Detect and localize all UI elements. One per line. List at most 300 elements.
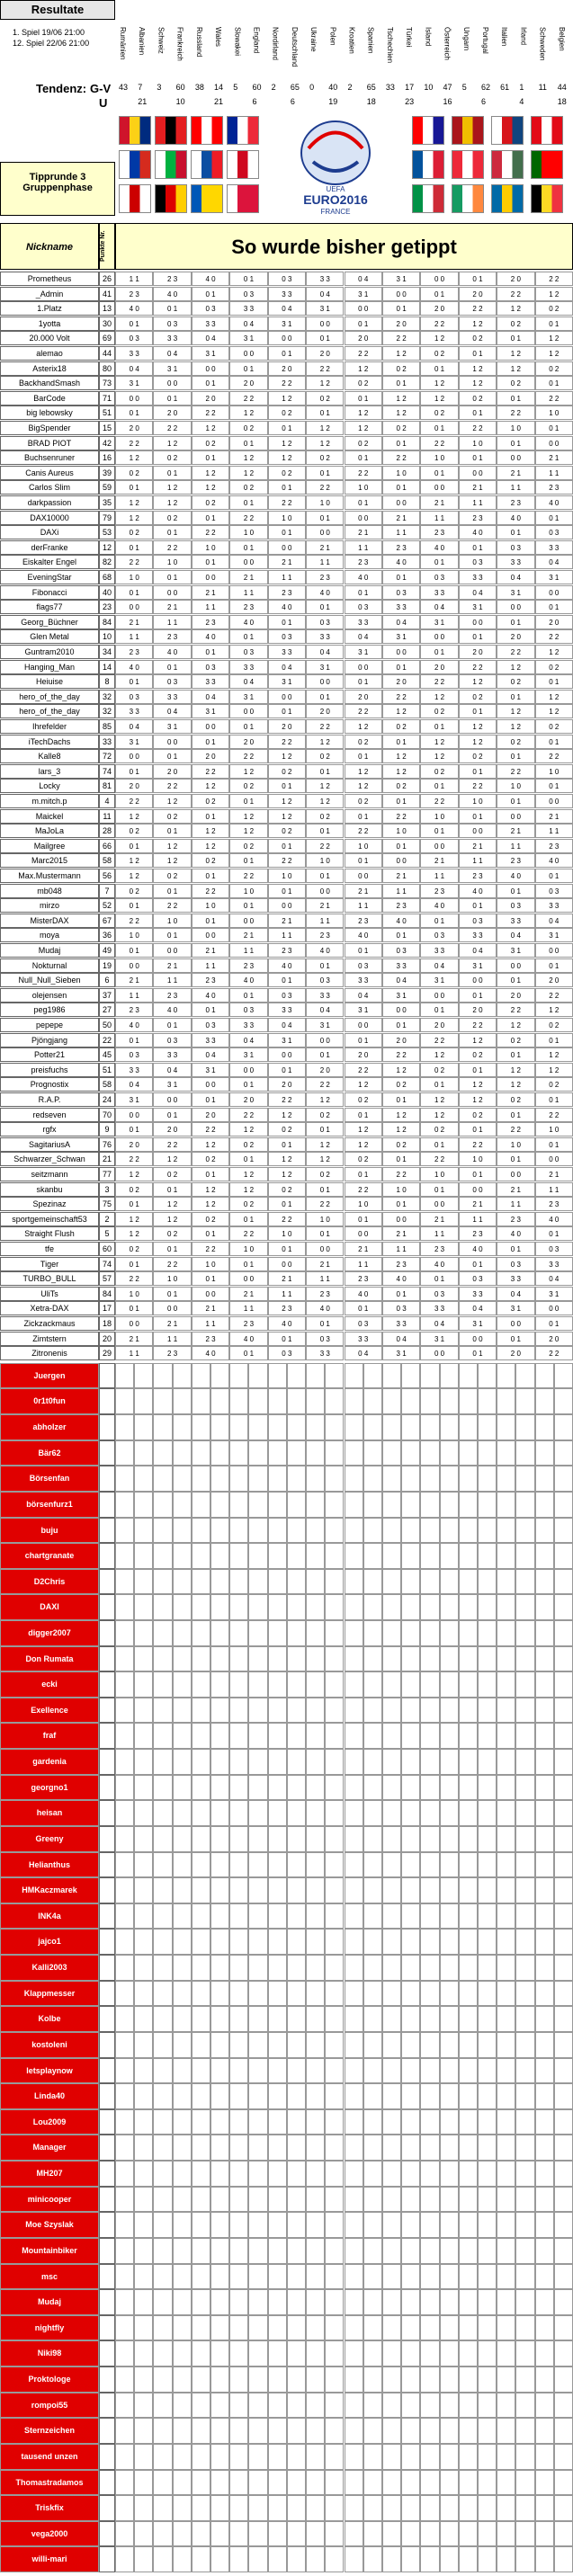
player-nickname: Heiuise	[0, 674, 99, 689]
tip-cell	[210, 2289, 229, 2315]
tip-cells	[115, 1137, 573, 1152]
tip-cell: 2 2	[345, 824, 382, 838]
tip-cells	[115, 1257, 573, 1271]
player-nickname: Schwarzer_Schwan	[0, 1152, 99, 1166]
tip-cell	[478, 2393, 497, 2419]
tip-cell	[306, 1414, 325, 1440]
tip-cell: 2 2	[306, 1197, 344, 1211]
tip-cell	[115, 1671, 134, 1698]
tip-cell: 1 1	[306, 555, 344, 569]
tip-cell	[535, 1698, 554, 1724]
tip-cell: 0 1	[153, 660, 191, 674]
player-points: 71	[99, 391, 115, 406]
player-points: 9	[99, 1122, 115, 1136]
tip-cell	[287, 2238, 306, 2264]
tip-cell	[306, 1955, 325, 1981]
tip-cell: 1 2	[497, 660, 534, 674]
tip-cell: 0 3	[345, 600, 382, 614]
tip-cell	[325, 1749, 344, 1775]
team-header: Tschechien	[385, 27, 394, 64]
tip-cell	[345, 1800, 363, 1826]
tip-cell: 0 4	[115, 719, 153, 734]
tip-cell: 1 2	[306, 735, 344, 749]
table-row-pending	[0, 2135, 573, 2161]
tip-cell: 0 0	[497, 1167, 534, 1181]
tip-cell: 2 3	[497, 1212, 534, 1226]
tip-cells	[115, 1826, 573, 1841]
tip-cell: 4 0	[382, 555, 420, 569]
tip-cells	[115, 361, 573, 376]
tip-cell	[210, 1620, 229, 1646]
tip-cell: 3 3	[382, 1316, 420, 1331]
tip-cell: 0 2	[497, 376, 534, 390]
tip-cell: 0 1	[345, 495, 382, 510]
tip-cell: 1 0	[420, 1167, 458, 1181]
tip-cell	[345, 1955, 363, 1981]
table-row-pending	[0, 1903, 573, 1930]
tip-cell	[210, 2521, 229, 2547]
tip-cell: 1 2	[306, 1152, 344, 1166]
tip-cell	[248, 2032, 267, 2058]
tip-cells	[115, 2006, 573, 2020]
tip-cell: 0 0	[192, 1077, 229, 1092]
tip-cell	[210, 2109, 229, 2135]
tip-cell	[325, 2109, 344, 2135]
tip-cells	[115, 839, 573, 853]
tip-cell	[478, 1800, 497, 1826]
tip-cell	[210, 1594, 229, 1620]
tip-cell: 0 1	[192, 809, 229, 824]
tip-cell: 0 0	[268, 331, 306, 345]
tip-cell	[440, 1929, 459, 1955]
tip-cell	[478, 2109, 497, 2135]
tip-cell: 0 1	[382, 570, 420, 584]
player-nickname: rgfx	[0, 1122, 99, 1136]
tip-cell	[382, 1388, 401, 1414]
tip-cell	[535, 1518, 554, 1544]
tip-cell	[325, 1800, 344, 1826]
tip-cell	[401, 2187, 420, 2213]
tip-cell	[210, 1800, 229, 1826]
tip-cell	[420, 2083, 439, 2109]
tip-cell	[459, 1903, 478, 1930]
tip-cell: 0 1	[459, 272, 497, 286]
tip-cell	[115, 2418, 134, 2444]
tip-cell: 0 0	[229, 914, 267, 928]
tip-cell	[325, 2135, 344, 2161]
tip-cell: 0 3	[420, 1287, 458, 1301]
tip-cell: 0 3	[229, 1003, 267, 1017]
table-row	[0, 555, 573, 569]
player-nickname: Bär62	[0, 1440, 99, 1466]
tip-cell: 0 0	[115, 749, 153, 763]
tip-cell: 1 2	[268, 809, 306, 824]
tip-cell	[115, 1775, 134, 1801]
tip-cell: 0 0	[229, 1271, 267, 1286]
tip-cell	[497, 2289, 515, 2315]
tip-cell	[515, 1388, 534, 1414]
tip-cell	[535, 1671, 554, 1698]
tip-cell	[382, 2135, 401, 2161]
tip-cell	[382, 1569, 401, 1595]
gv-value: 17	[405, 83, 415, 92]
tip-cell	[173, 2083, 192, 2109]
tip-cell: 0 1	[459, 704, 497, 718]
tip-cell: 1 2	[420, 391, 458, 406]
tip-cell	[268, 2546, 287, 2572]
tip-cell: 2 3	[497, 495, 534, 510]
tip-cell: 0 3	[192, 1018, 229, 1032]
tip-cell: 0 1	[535, 779, 573, 793]
tip-cell: 3 3	[497, 914, 534, 928]
tip-cell	[420, 2546, 439, 2572]
tip-cell: 4 0	[535, 1212, 573, 1226]
tip-cell: 1 2	[229, 1182, 267, 1197]
tip-cell: 2 0	[497, 1346, 534, 1360]
player-nickname: 1.Platz	[0, 301, 99, 316]
flag-rumänien	[119, 116, 151, 145]
tip-cell	[420, 1877, 439, 1903]
tip-cell	[420, 1543, 439, 1569]
tip-cell	[497, 2495, 515, 2521]
tip-cell	[535, 1800, 554, 1826]
tip-cell: 1 2	[153, 436, 191, 450]
tip-cell	[134, 2212, 153, 2238]
tip-cell	[153, 1955, 172, 1981]
tip-cell	[134, 1414, 153, 1440]
player-points: 32	[99, 690, 115, 704]
tip-cell: 0 2	[268, 824, 306, 838]
tip-cell	[268, 1826, 287, 1852]
player-points: 56	[99, 869, 115, 883]
tip-cells	[115, 1698, 573, 1712]
tip-cell	[345, 2238, 363, 2264]
tip-cells	[115, 764, 573, 779]
tip-cell	[497, 1723, 515, 1749]
tip-cell	[248, 2444, 267, 2470]
tip-cell	[345, 1363, 363, 1389]
tip-cell	[229, 1800, 248, 1826]
tip-cell	[345, 2340, 363, 2367]
tip-cell	[287, 1749, 306, 1775]
u-value: 21	[214, 97, 224, 106]
tip-cell	[153, 2161, 172, 2187]
tip-cell	[115, 2393, 134, 2419]
tip-cell: 2 1	[535, 809, 573, 824]
tip-cell	[287, 2212, 306, 2238]
round-title-line2: Gruppenphase	[22, 183, 93, 193]
tip-cell: 0 1	[306, 1182, 344, 1197]
tip-cell: 1 2	[153, 1197, 191, 1211]
tip-cell: 0 1	[497, 331, 534, 345]
tip-cell	[459, 1775, 478, 1801]
player-nickname: preisfuchs	[0, 1063, 99, 1077]
tip-cell: 2 2	[229, 1226, 267, 1241]
player-nickname: Kolbe	[0, 2006, 99, 2032]
table-row	[0, 600, 573, 614]
tip-cell	[153, 1852, 172, 1878]
tip-cell: 0 4	[497, 570, 534, 584]
tip-cell	[515, 1569, 534, 1595]
team-header: Schweden	[538, 27, 547, 61]
tip-cell: 4 0	[153, 287, 191, 301]
tip-cell	[173, 1363, 192, 1389]
player-nickname: Spezinaz	[0, 1197, 99, 1211]
tip-cell: 1 0	[268, 869, 306, 883]
gv-value: 43	[119, 83, 129, 92]
tip-cell	[535, 2495, 554, 2521]
tip-cells	[115, 928, 573, 942]
player-nickname: Sternzeichen	[0, 2418, 99, 2444]
player-nickname: börsenfurz1	[0, 1492, 99, 1518]
table-row	[0, 943, 573, 958]
tip-cell: 0 2	[420, 406, 458, 420]
tip-cell	[459, 2006, 478, 2032]
tip-cell	[173, 2032, 192, 2058]
tip-cell	[325, 1671, 344, 1698]
tip-cell: 1 0	[345, 480, 382, 495]
tip-cell	[210, 2238, 229, 2264]
player-nickname: TURBO_BULL	[0, 1271, 99, 1286]
tip-cell: 1 0	[306, 853, 344, 868]
player-points	[99, 1671, 115, 1698]
tip-cell	[554, 2032, 573, 2058]
tip-cell	[440, 2006, 459, 2032]
tip-cell	[306, 1466, 325, 1492]
tip-cell	[459, 2418, 478, 2444]
tip-cell	[115, 1620, 134, 1646]
tip-cell: 2 2	[229, 1108, 267, 1122]
tip-cell	[345, 1620, 363, 1646]
tip-cell	[440, 1981, 459, 2007]
tip-cell	[554, 2521, 573, 2547]
table-row-pending	[0, 2546, 573, 2572]
tip-cell	[210, 2495, 229, 2521]
tip-cell: 2 3	[268, 585, 306, 600]
tip-cell: 2 2	[306, 480, 344, 495]
table-row	[0, 436, 573, 450]
tip-cell: 3 1	[497, 1301, 534, 1315]
flag-portugal	[531, 150, 563, 179]
player-points: 72	[99, 749, 115, 763]
tip-cell: 0 2	[192, 436, 229, 450]
tip-cell: 0 1	[115, 1197, 153, 1211]
tip-cell	[173, 1800, 192, 1826]
tip-cell	[173, 1620, 192, 1646]
tip-cell: 2 0	[497, 272, 534, 286]
tip-cell	[229, 1698, 248, 1724]
player-nickname: Thomastradamos	[0, 2470, 99, 2496]
tip-cell: 2 0	[268, 719, 306, 734]
tip-cell	[497, 1698, 515, 1724]
tip-cell	[153, 1981, 172, 2007]
player-nickname: Helianthus	[0, 1852, 99, 1878]
tip-cell	[268, 1388, 287, 1414]
tip-cells	[115, 1620, 573, 1635]
tip-cell	[173, 2212, 192, 2238]
tip-cells	[115, 585, 573, 600]
tip-cell	[363, 1929, 382, 1955]
player-nickname: MaJoLa	[0, 824, 99, 838]
tip-cell: 0 1	[268, 480, 306, 495]
tip-cell	[268, 2367, 287, 2393]
tip-cell: 1 0	[229, 525, 267, 539]
tip-cell: 3 1	[382, 272, 420, 286]
tip-cells	[115, 540, 573, 555]
player-points	[99, 2367, 115, 2393]
tip-cell: 3 3	[497, 1271, 534, 1286]
tip-cell: 1 1	[345, 1257, 382, 1271]
nickname-header: Nickname	[0, 223, 99, 270]
tip-cell: 1 2	[153, 1212, 191, 1226]
tip-cell	[535, 1594, 554, 1620]
tip-cell	[287, 1955, 306, 1981]
tip-cell	[440, 1363, 459, 1389]
tip-cell: 0 1	[192, 1271, 229, 1286]
tip-cell	[210, 1646, 229, 1672]
tip-cell: 0 1	[229, 898, 267, 913]
tip-cell: 1 0	[459, 1152, 497, 1166]
tip-cell: 2 0	[115, 421, 153, 435]
table-row-pending	[0, 2418, 573, 2444]
table-row	[0, 346, 573, 361]
player-points: 32	[99, 704, 115, 718]
tip-cell	[287, 1594, 306, 1620]
tip-cell	[325, 2393, 344, 2419]
tip-cell	[401, 2340, 420, 2367]
tip-cell	[459, 1698, 478, 1724]
tip-cell	[478, 1466, 497, 1492]
tip-cell	[440, 2135, 459, 2161]
tip-cell	[478, 1414, 497, 1440]
tip-cell: 0 0	[382, 287, 420, 301]
tip-cell	[173, 2546, 192, 2572]
tip-cell	[268, 1569, 287, 1595]
tip-cell	[229, 2444, 248, 2470]
tip-cell: 1 1	[192, 600, 229, 614]
tip-cell: 1 1	[268, 570, 306, 584]
tip-cell	[325, 2367, 344, 2393]
tip-cell: 1 2	[459, 674, 497, 689]
tip-cell	[173, 1594, 192, 1620]
tip-cell	[115, 1800, 134, 1826]
tip-cell: 1 2	[382, 346, 420, 361]
tip-cell: 0 1	[459, 809, 497, 824]
tip-cell: 0 1	[306, 1316, 344, 1331]
tip-cell	[345, 1569, 363, 1595]
gv-value: 2	[347, 83, 353, 92]
tip-cell: 3 1	[497, 585, 534, 600]
tip-cell	[382, 2161, 401, 2187]
tip-cell	[478, 1749, 497, 1775]
tip-cell: 1 1	[268, 1287, 306, 1301]
tip-cell	[497, 2135, 515, 2161]
tip-cell	[248, 1981, 267, 2007]
tip-cell	[229, 2161, 248, 2187]
tip-cell	[535, 1414, 554, 1440]
tip-cell: 3 1	[306, 660, 344, 674]
tip-cell: 0 1	[497, 884, 534, 898]
player-points	[99, 1594, 115, 1620]
player-nickname: Max.Mustermann	[0, 869, 99, 883]
tip-cell: 0 4	[497, 1287, 534, 1301]
tip-cell: 0 1	[420, 1182, 458, 1197]
tip-cell	[306, 2521, 325, 2547]
tip-cell: 0 1	[497, 794, 534, 808]
tip-cell: 1 0	[345, 839, 382, 853]
tip-cell	[192, 1388, 210, 1414]
tip-cell	[440, 2289, 459, 2315]
tip-cell	[248, 1646, 267, 1672]
tip-cell: 4 0	[192, 1346, 229, 1360]
tip-cell: 0 4	[268, 1018, 306, 1032]
tip-cell	[306, 1698, 325, 1724]
tip-cell: 1 2	[229, 466, 267, 480]
gv-value: 40	[328, 83, 338, 92]
tip-cell: 2 2	[420, 1033, 458, 1047]
tip-cell	[345, 1440, 363, 1466]
tip-cell: 0 1	[382, 436, 420, 450]
tip-cell	[287, 1698, 306, 1724]
player-nickname: BarCode	[0, 391, 99, 406]
tip-cell: 0 1	[268, 839, 306, 853]
tip-cell: 2 0	[420, 301, 458, 316]
tip-cell: 2 1	[497, 824, 534, 838]
tip-cell: 0 1	[535, 869, 573, 883]
tip-cell	[459, 1929, 478, 1955]
player-points	[99, 2135, 115, 2161]
tip-cell	[554, 2161, 573, 2187]
tip-cell: 2 2	[268, 853, 306, 868]
tip-cell	[401, 1518, 420, 1544]
tip-cells	[115, 2032, 573, 2046]
tip-cell: 0 1	[192, 914, 229, 928]
tip-cell	[363, 2264, 382, 2290]
tip-cell	[287, 1388, 306, 1414]
table-row-pending	[0, 1826, 573, 1852]
tip-cell	[210, 2032, 229, 2058]
tip-cell: 1 0	[535, 764, 573, 779]
table-row	[0, 406, 573, 420]
tip-cells	[115, 884, 573, 898]
tip-cell	[420, 1492, 439, 1518]
tip-cell: 1 0	[153, 914, 191, 928]
u-value: 18	[557, 97, 567, 106]
tip-cell: 1 0	[497, 779, 534, 793]
player-points	[99, 2393, 115, 2419]
tip-cell: 0 1	[382, 660, 420, 674]
tip-cell: 0 1	[420, 466, 458, 480]
player-nickname: olejensen	[0, 988, 99, 1003]
tip-cell	[325, 1723, 344, 1749]
tip-cell: 0 3	[497, 898, 534, 913]
tip-cells	[115, 1955, 573, 1969]
tip-cells	[115, 645, 573, 659]
player-points	[99, 2418, 115, 2444]
tip-cell	[382, 2006, 401, 2032]
tip-cell	[515, 2495, 534, 2521]
tip-cell	[420, 1671, 439, 1698]
tip-cell	[515, 1903, 534, 1930]
tip-cell	[515, 2083, 534, 2109]
tip-cell	[153, 2521, 172, 2547]
tip-cell	[173, 1826, 192, 1852]
tip-cell: 0 2	[306, 391, 344, 406]
tip-cell	[134, 1518, 153, 1544]
tip-cell	[173, 1414, 192, 1440]
player-points: 17	[99, 1301, 115, 1315]
tip-cell	[287, 2367, 306, 2393]
